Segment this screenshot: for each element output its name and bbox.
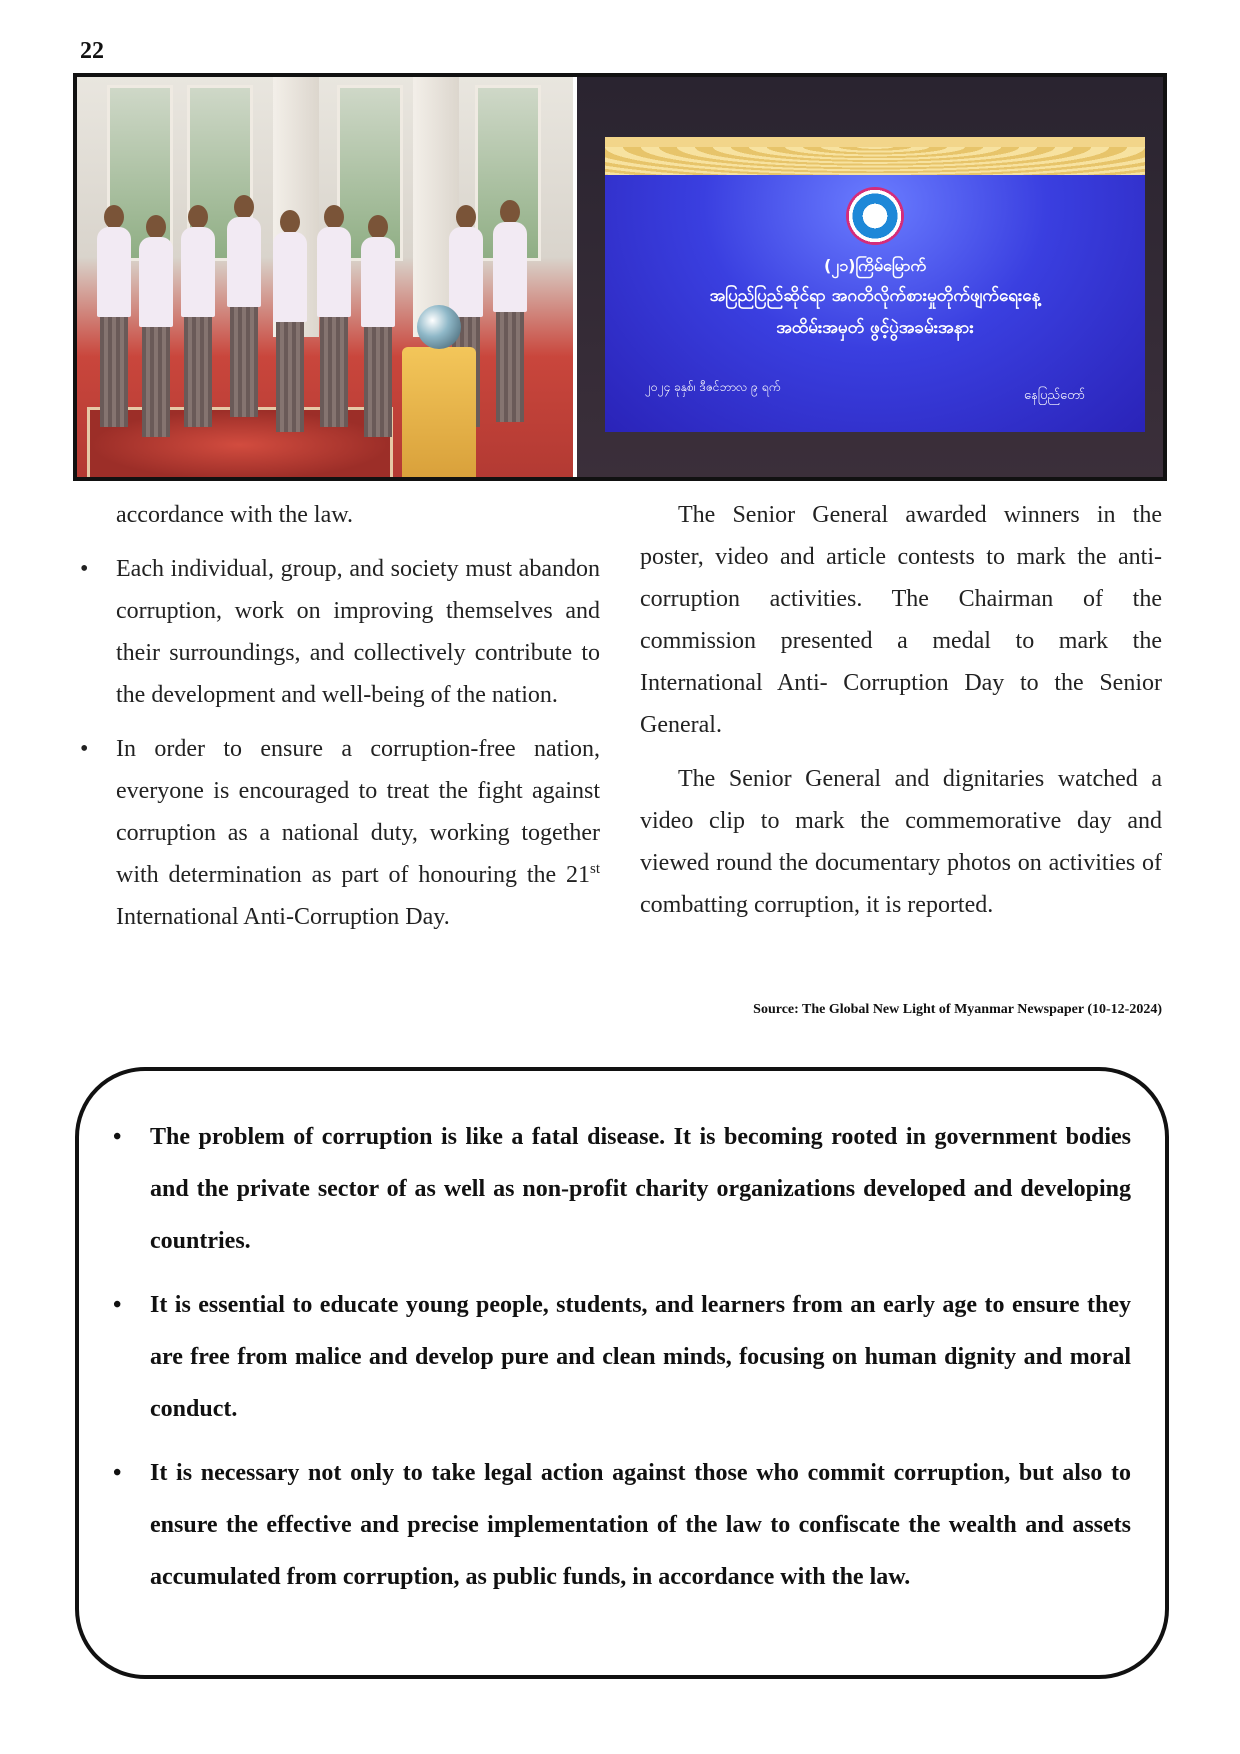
screen-line-2: အပြည်ပြည်ဆိုင်ရာ အဂတိလိုက်စားမှုတိုက်ဖျက်ရေးနေ့ [709, 286, 1041, 306]
event-screen-photo [577, 77, 1163, 477]
callout-item-text: The problem of corruption is like a fatal disease. It is becoming rooted in government bodies and the private sector of as well as non-profit charity organizations developed and developing countries. [150, 1124, 1131, 1254]
callout-item [113, 1111, 1131, 1267]
screen-line-1: (၂၁)ကြိမ်မြောက် [823, 256, 927, 275]
ceremony-hall-photo [77, 77, 573, 477]
paragraph: The Senior General awarded winners in the poster, video and article contests to mark the anti-corruption activities. The Chairman of the commission presented a medal to mark the International Anti- Corruption Day to the Senior General. [640, 502, 1162, 738]
right-column [640, 494, 1162, 938]
callout-item [113, 1279, 1131, 1435]
event-screen [605, 137, 1145, 432]
screen-line-3: အထိမ်းအမှတ် ဖွင့်ပွဲအခမ်းအနား [776, 318, 974, 338]
continued-text: accordance with the law. [116, 502, 353, 528]
bullet-icon: • [80, 736, 89, 762]
photo-strip [73, 73, 1167, 481]
page-number: 22 [80, 38, 104, 64]
bullet-icon: • [80, 556, 89, 582]
callout-item [113, 1447, 1131, 1603]
list-item [80, 728, 600, 938]
paragraph: The Senior General and dignitaries watched a video clip to mark the commemorative day and viewed round the documentary photos on activities of combatting corruption, it is reported. [640, 766, 1162, 918]
screen-date: ၂၀၂၄ ခုနှစ်၊ ဒီဇင်ဘာလ ၉ ရက် [645, 380, 781, 394]
callout-box [75, 1067, 1169, 1679]
callout-item-text: It is necessary not only to take legal action against those who commit corruption, but also to ensure the effective and precise implementation of the law to confiscate the wealth and assets accumulated from corruption, as public funds, in accordance with the law. [150, 1460, 1131, 1590]
bullet-icon: • [113, 1292, 122, 1318]
source-citation: Source: The Global New Light of Myanmar Newspaper (10-12-2024) [753, 1002, 1162, 1017]
callout-item-text: It is essential to educate young people, students, and learners from an early age to ensure they are free from malice and develop pure and clean minds, focusing on human dignity and moral conduct. [150, 1292, 1131, 1422]
commission-emblem-icon [846, 187, 904, 245]
list-item-text: In order to ensure a corruption-free nation, everyone is encouraged to treat the fight against corruption as a national duty, working together with determination as part of honouring the 21st International Anti-Corruption Day. [116, 736, 600, 930]
list-item [80, 548, 600, 716]
bullet-icon: • [113, 1460, 122, 1486]
left-column [80, 494, 600, 938]
bullet-icon: • [113, 1124, 122, 1150]
screen-city: နေပြည်တော် [1023, 388, 1085, 403]
list-item-text: Each individual, group, and society must abandon corruption, work on improving themselves and their surroundings, and collectively contribute to the development and well-being of the nation. [116, 556, 600, 708]
